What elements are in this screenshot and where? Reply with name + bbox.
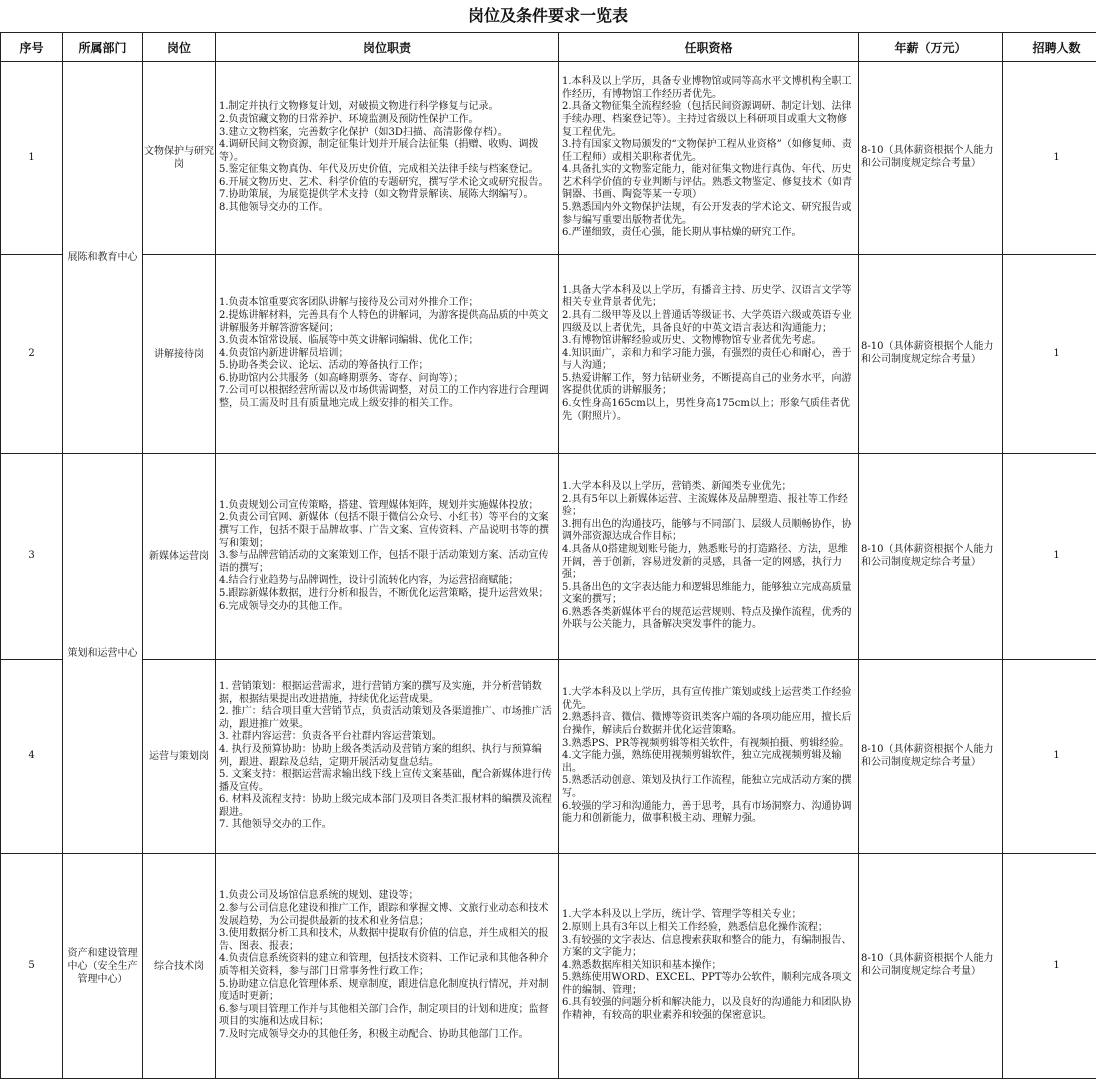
requirement-item: 4.具备扎实的文物鉴定能力，能对征集文物进行真伪、年代、历史艺术科学价值的专业判断与评估。熟悉文物鉴定、修复技术（如青铜器、书画、陶瓷等某一专项） [562, 164, 852, 201]
duty-item: 3.建立文物档案，完善数字化保护（如3D扫描、高清影像存档）。 [219, 126, 508, 138]
requirement-item: 3.熟悉PS、PR等视频剪辑等相关软件，有视频拍摄、剪辑经验。 [562, 737, 850, 749]
duty-item: 2.负责公司官网、新媒体（包括不限于微信公众号、小红书）等平台的文案撰写工作，包括不限于品牌故事、广告文案、宣传资料、产品说明书等的撰写和策划； [219, 512, 549, 549]
duties-cell [216, 854, 559, 1079]
header-row [1, 33, 1096, 62]
requirement-item: 2.具有5年以上新媒体运营、主流媒体及品牌塑造、报社等工作经验； [562, 493, 848, 518]
row-index: 3 [1, 454, 63, 660]
requirement-item: 3.有较强的文字表达、信息搜索获取和整合的能力，有编制报告、方案的文字能力； [562, 934, 852, 959]
salary-cell: 8-10（具体薪资根据个人能力和公司制度规定综合考量） [859, 454, 1003, 660]
duty-item: 6.完成领导交办的其他工作。 [219, 600, 349, 612]
duty-item: 3.使用数据分析工具和技术，从数据中提取有价值的信息，并生成相关的报告、图表、报表； [219, 928, 549, 952]
requirement-item: 4.文字能力强，熟练使用视频剪辑软件，独立完成视频剪辑及输出。 [562, 750, 842, 774]
salary-cell: 8-10（具体薪资根据个人能力和公司制度规定综合考量） [859, 62, 1003, 255]
requirement-item: 6.严谨细致，责任心强，能长期从事枯燥的研究工作。 [562, 227, 802, 239]
requirement-item: 5.熟悉活动创意、策划及执行工作流程，能独立完成活动方案的撰写。 [562, 775, 852, 799]
duty-item: 4.调研民间文物资源，制定征集计划并开展合法征集（捐赠、收购、调拨等）。 [219, 139, 539, 163]
duty-item: 5. 文案支持：根据运营需求输出线下线上宣传文案基础，配合新媒体进行传播及宣传。 [219, 769, 552, 793]
requirement-item: 5.熟悉国内外文物保护法规，有公开发表的学术论文、研究报告或参与编写重要出版物者优先。 [562, 202, 852, 226]
count-cell: 1 [1003, 255, 1096, 454]
header-duties: 岗位职责 [216, 33, 559, 62]
requirement-item: 6.女性身高165cm以上，男性身高175cm以上；形象气质佳者优先（附照片）。 [562, 398, 850, 422]
duty-item: 4.结合行业趋势与品牌调性，设计引流转化内容，为运营招商赋能； [219, 575, 519, 587]
duty-item: 2.负责馆藏文物的日常养护、环境监测及预防性保护工作。 [219, 113, 479, 125]
duty-item: 6.开展文物历史、艺术、科学价值的专题研究，撰写学术论文或研究报告。 [219, 176, 549, 188]
salary-cell: 8-10（具体薪资根据个人能力和公司制度规定综合考量） [859, 255, 1003, 454]
salary-cell: 8-10（具体薪资根据个人能力和公司制度规定综合考量） [859, 660, 1003, 854]
requirement-item: 1.具备大学本科及以上学历，有播音主持、历史学、汉语言文学等相关专业背景者优先； [562, 284, 852, 309]
table-row [1, 854, 1096, 1079]
requirement-item: 5.熟练使用WORD、EXCEL、PPT等办公软件，顺利完成各项文件的编制、管理； [562, 972, 852, 996]
requirement-item: 2.原则上具有3年以上相关工作经验，熟悉信息化操作流程； [562, 921, 828, 933]
duty-item: 1. 营销策划：根据运营需求，进行营销方案的撰写及实施，并分析营销数据，根据结果提出改进措施，持续优化运营成果。 [219, 680, 542, 705]
duty-item: 6. 材料及流程支持：协助上级完成本部门及项目各类汇报材料的编撰及流程跟进。 [219, 794, 552, 818]
department-cell: 策划和运营中心 [63, 454, 143, 854]
duty-item: 5.鉴定征集文物真伪、年代及历史价值，完成相关法律手续与档案登记。 [219, 164, 539, 176]
requirement-item: 4.知识面广，亲和力和学习能力强，有强烈的责任心和耐心，善于与人沟通； [562, 347, 852, 372]
requirement-item: 6.熟悉各类新媒体平台的规范运营规则、特点及操作流程，优秀的外联与公关能力，具备解决突发事件的能力。 [562, 606, 852, 631]
department-cell: 展陈和教育中心 [63, 62, 143, 454]
requirement-item: 1.大学本科及以上学历，具有宣传推广策划或线上运营类工作经验优先。 [562, 687, 852, 711]
header-position: 岗位 [143, 33, 216, 62]
requirement-item: 2.具有二级甲等及以上普通话等级证书、大学英语六级或英语专业四级及以上者优先，具备良好的中英文语言表达和沟通能力； [562, 309, 852, 334]
duty-item: 8.其他领导交办的工作。 [219, 202, 329, 214]
count-cell: 1 [1003, 454, 1096, 660]
duty-item: 1.负责公司及场馆信息系统的规划、建设等； [219, 890, 419, 902]
requirement-item: 4.熟悉数据库相关知识和基本操作； [562, 959, 722, 971]
table-row [1, 660, 1096, 854]
requirements-cell [559, 62, 859, 255]
duty-item: 7.协助策展，为展览提供学术支持（如文物背景解读、展陈大纲编写）。 [219, 189, 534, 201]
requirement-item: 5.热爱讲解工作，努力钻研业务，不断提高自己的业务水平，向游客提供优质的讲解服务； [562, 372, 852, 397]
requirement-item: 2.熟悉抖音、微信、微博等资讯类客户端的各项功能应用，擅长后台操作，解读后台数据并优化运营策略。 [562, 712, 852, 737]
position-cell: 运营与策划岗 [143, 660, 216, 854]
position-cell: 综合技术岗 [143, 854, 216, 1079]
count-cell: 1 [1003, 62, 1096, 255]
count-cell: 1 [1003, 660, 1096, 854]
requirement-item: 3.有博物馆讲解经验或历史、文物博物馆专业者优先考虑。 [562, 335, 822, 347]
requirement-item: 3.拥有出色的沟通技巧，能够与不同部门、层级人员顺畅协作，协调外部资源达成合作目标； [562, 518, 852, 543]
header-count: 招聘人数 [1003, 33, 1096, 62]
duty-item: 6.参与项目管理工作并与其他相关部门合作，制定项目的计划和进度；监督项目的实施和达成目标； [219, 1003, 549, 1028]
position-cell: 新媒体运营岗 [143, 454, 216, 660]
duties-cell [216, 454, 559, 660]
duty-item: 4.负责信息系统资料的建立和管理，包括技术资料、工作记录和其他各种介质等相关资料，参与部门日常事务性行政工作； [219, 953, 549, 977]
duty-item: 5.跟踪新媒体数据，进行分析和报告，不断优化运营策略，提升运营效果； [219, 587, 549, 599]
position-cell: 讲解接待岗 [143, 255, 216, 454]
duty-item: 1.负责本馆重要宾客团队讲解与接待及公司对外推介工作； [219, 297, 479, 309]
requirements-cell [559, 454, 859, 660]
duty-item: 1.负责规划公司宣传策略，搭建、管理媒体矩阵，规划并实施媒体投放； [219, 499, 539, 511]
row-index: 4 [1, 660, 63, 854]
salary-cell: 8-10（具体薪资根据个人能力和公司制度规定综合考量） [859, 854, 1003, 1079]
requirements-cell [559, 660, 859, 854]
duty-item: 3. 社群内容运营：负责各平台社群内容运营策划。 [219, 731, 442, 743]
duty-item: 5.协助各类会议、论坛、活动的筹备执行工作； [219, 360, 429, 372]
duty-item: 2.提炼讲解材料，完善具有个人特色的讲解词，为游客提供高品质的中英文讲解服务并解答游客疑问； [219, 309, 549, 334]
requirement-item: 6.较强的学习和沟通能力，善于思考，具有市场洞察力、沟通协调能力和创新能力，做事积极主动、理解力强。 [562, 800, 852, 825]
duty-item: 7.及时完成领导交办的其他任务，积极主动配合、协助其他部门工作。 [219, 1028, 529, 1040]
duty-item: 1.制定并执行文物修复计划，对破损文物进行科学修复与记录。 [219, 101, 499, 113]
count-cell: 1 [1003, 854, 1096, 1079]
job-table [0, 32, 1096, 1079]
requirement-item: 5.具备出色的文字表达能力和逻辑思维能力，能够独立完成高质量文案的撰写； [562, 581, 852, 606]
position-cell: 文物保护与研究岗 [143, 62, 216, 255]
header-department: 所属部门 [63, 33, 143, 62]
header-requirements: 任职资格 [559, 33, 859, 62]
duty-item: 7. 其他领导交办的工作。 [219, 819, 332, 831]
duties-cell [216, 660, 559, 854]
department-cell: 资产和建设管理中心（安全生产管理中心） [63, 854, 143, 1079]
table-row [1, 454, 1096, 660]
requirement-item: 1.本科及以上学历，具备专业博物馆或同等高水平文博机构全职工作经历，有博物馆工作经历者优先。 [562, 76, 852, 100]
duty-item: 7.公司可以根据经营所需以及市场供需调整，对员工的工作内容进行合理调整，员工需及时且有质量地完成上级安排的相关工作。 [219, 385, 549, 410]
duty-item: 4. 执行及预算协助：协助上级各类活动及营销方案的组织、执行与预算编列，跟进、跟踪及总结，定期开展活动复盘总结。 [219, 743, 542, 768]
requirement-item: 1.大学本科及以上学历，营销类、新闻类专业优先； [562, 480, 792, 492]
duty-item: 2. 推广：结合项目重大营销节点，负责活动策划及各渠道推广、市场推广活动，跟进推广效果。 [219, 706, 552, 730]
row-index: 5 [1, 854, 63, 1079]
row-index: 2 [1, 255, 63, 454]
duty-item: 2.参与公司信息化建设和推广工作，跟踪和掌握文博、文旅行业动态和技术发展趋势，为公司提供最新的技术和业务信息； [219, 903, 549, 927]
header-index: 序号 [1, 33, 63, 62]
requirement-item: 6.具有较强的问题分析和解决能力，以及良好的沟通能力和团队协作精神，有较高的职业素养和较强的保密意识。 [562, 997, 852, 1022]
duty-item: 6.协助馆内公共服务（如高峰期票务、寄存、问询等）； [219, 372, 464, 384]
sheet-title: 岗位及条件要求一览表 [467, 6, 628, 25]
duty-item: 5.协助建立信息化管理体系、规章制度，跟进信息化制度执行情况，并对制度适时更新； [219, 978, 549, 1003]
requirement-item: 4.具备从0搭建规划账号能力，熟悉账号的打造路径、方法，思维开阔，善于创新，容易迸发新的灵感，具备一定的网感，执行力强； [562, 543, 848, 581]
duties-cell [216, 62, 559, 255]
table-row [1, 255, 1096, 454]
duty-item: 4.负责馆内新进讲解员培训； [219, 347, 349, 359]
row-index: 1 [1, 62, 63, 255]
requirement-item: 1.大学本科及以上学历，统计学、管理学等相关专业； [562, 909, 802, 921]
requirement-item: 2.具备文物征集全流程经验（包括民间资源调研、制定计划、法律手续办理、档案登记等）。主持过省级以上科研项目或重大文物修复工程优先。 [562, 101, 852, 138]
requirements-cell [559, 854, 859, 1079]
requirements-cell [559, 255, 859, 454]
table-row [1, 62, 1096, 255]
duties-cell [216, 255, 559, 454]
requirement-item: 3.持有国家文物局颁发的“文物保护工程从业资格”（如修复师、责任工程师）或相关职称者优先。 [562, 139, 852, 163]
duty-item: 3.负责本馆常设展、临展等中英文讲解词编辑、优化工作； [219, 335, 479, 347]
header-salary: 年薪（万元） [859, 33, 1003, 62]
duty-item: 3.参与品牌营销活动的文案策划工作，包括不限于活动策划方案、活动宣传语的撰写； [219, 550, 549, 574]
